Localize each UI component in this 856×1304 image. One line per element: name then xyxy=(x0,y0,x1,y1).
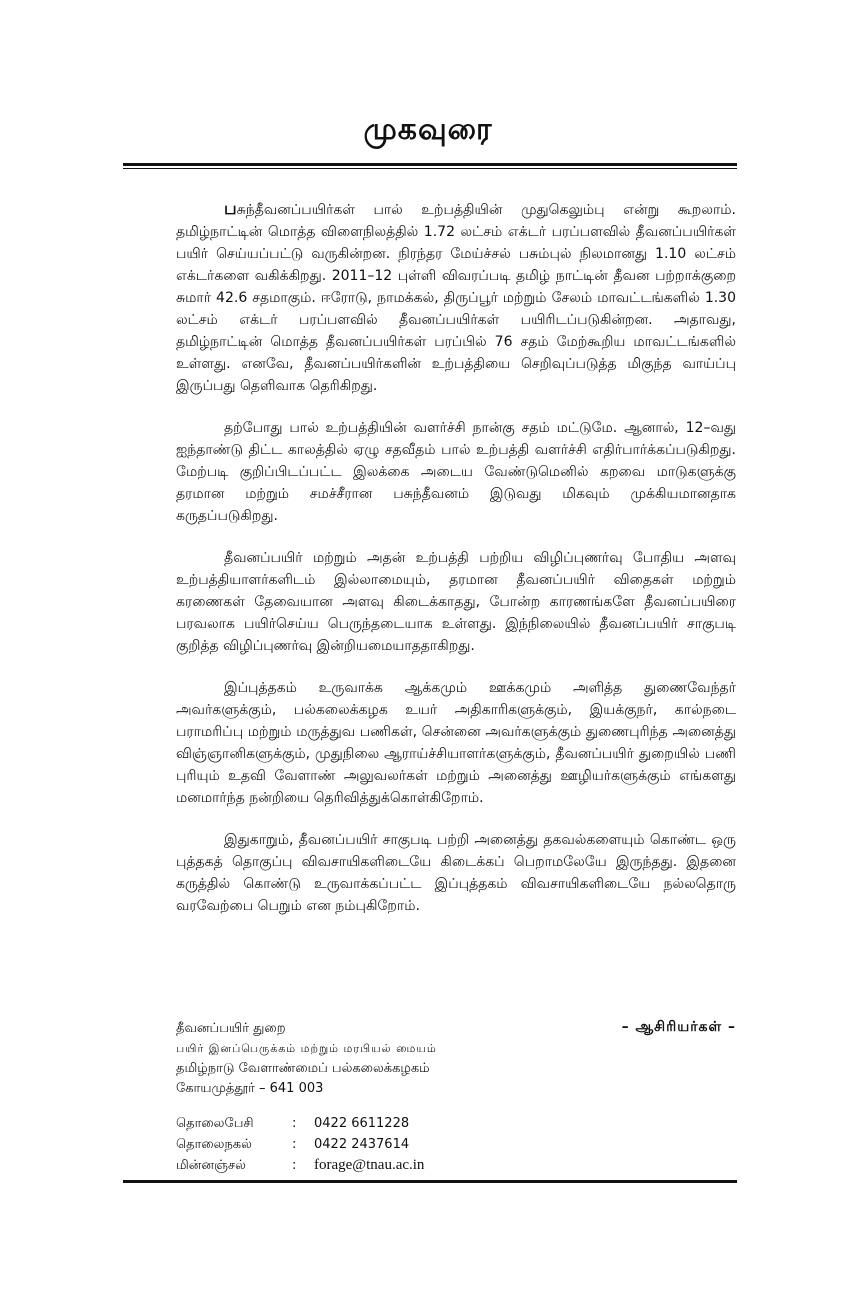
paragraph-5 xyxy=(176,829,736,917)
centre-name: பயிர் இனப்பெருக்கம் மற்றும் மரபியல் மையம் xyxy=(176,1042,437,1055)
city-pincode: கோயமுத்தூர் – 641 003 xyxy=(176,1081,324,1096)
email-label: மின்னஞ்சல் xyxy=(176,1158,246,1173)
email-separator: : xyxy=(292,1158,297,1173)
phone-number: 0422 6611228 xyxy=(314,1116,410,1131)
paragraph-2 xyxy=(176,417,736,527)
fax-row xyxy=(176,1134,424,1155)
email-row xyxy=(176,1155,424,1176)
department-name: தீவனப்பயிர் துறை xyxy=(176,1021,286,1036)
paragraph-4-text: இப்புத்தகம் உருவாக்க ஆக்கமும் ஊக்கமும் அளித்த துணைவேந்தர் அவர்களுக்கும், பல்கலைக்கழக உயர் அதிகாரிகளுக்கும், இயக்குநர், கால்நடை பராமரிப்பு மற்றும் மருத்துவ பணிகள், சென்னை அவர்களுக்கும் துணைபுரிந்த அனைத்து விஞ்ஞானிகளுக்கும், முதுநிலை ஆராய்ச்சியாளர்களுக்கும், தீவனப்பயிர் துறையில் பணி புரியும் உதவி வேளாண் அலுவலர்கள் மற்றும் அனைத்து ஊழியர்களுக்கும் எங்களது மனமார்ந்த நன்றியை தெரிவித்துக்கொள்கிறோம். xyxy=(176,680,736,806)
paragraph-5-text: இதுகாறும், தீவனப்பயிர் சாகுபடி பற்றி அனைத்து தகவல்களையும் கொண்ட ஒரு புத்தகத் தொகுப்பு விவசாயிகளிடையே கிடைக்கப் பெறாமலேயே இருந்தது. இதனை கருத்தில் கொண்டு உருவாக்கப்பட்ட இப்புத்தகம் விவசாயிகளிடையே நல்லதொரு வரவேற்பை பெறும் என நம்புகிறோம். xyxy=(176,832,736,914)
paragraph-3 xyxy=(176,547,736,657)
paragraph-2-text: தற்போது பால் உற்பத்தியின் வளர்ச்சி நான்கு சதம் மட்டுமே. ஆனால், 12–வது ஐந்தாண்டு திட்ட காலத்தில் ஏழு சதவீதம் பால் உற்பத்தி வளர்ச்சி எதிர்பார்க்கப்படுகிறது. மேற்படி குறிப்பிடப்பட்ட இலக்கை அடைய வேண்டுமெனில் கறவை மாடுகளுக்கு தரமான மற்றும் சமச்சீரான பசுந்தீவனம் இடுவது மிகவும் முக்கியமானதாக கருதப்படுகிறது. xyxy=(176,420,736,524)
page-title: முகவுரை xyxy=(363,112,493,147)
phone-row xyxy=(176,1113,424,1134)
paragraph-3-text: தீவனப்பயிர் மற்றும் அதன் உற்பத்தி பற்றிய விழிப்புணர்வு போதிய அளவு உற்பத்தியாளர்களிடம் இல்லாமையும், தரமான தீவனப்பயிர் விதைகள் மற்றும் கரணைகள் தேவையான அளவு கிடைக்காதது, போன்ற காரணங்களே தீவனப்பயிரை பரவலாக பயிர்செய்ய பெருந்தடையாக உள்ளது. இந்நிலையில் தீவனப்பயிர் சாகுபடி குறித்த விழிப்புணர்வு இன்றியமையாததாகிறது. xyxy=(176,550,736,654)
contact-details xyxy=(176,1113,424,1176)
university-name: தமிழ்நாடு வேளாண்மைப் பல்கலைக்கழகம் xyxy=(176,1061,430,1076)
preface-footer xyxy=(176,1019,736,1176)
bottom-rule xyxy=(123,1180,737,1183)
email-address: forage@tnau.ac.in xyxy=(314,1157,425,1173)
fax-number: 0422 2437614 xyxy=(314,1137,410,1152)
paragraph-4 xyxy=(176,677,736,809)
paragraph-1-initial: ப xyxy=(224,199,237,219)
authors-signature: – ஆசிரியர்கள் – xyxy=(621,1019,736,1035)
preface-body xyxy=(176,198,736,937)
fax-separator: : xyxy=(292,1137,297,1152)
fax-label: தொலைநகல் xyxy=(176,1137,252,1152)
paragraph-1 xyxy=(176,198,736,397)
phone-separator: : xyxy=(292,1116,297,1131)
title-rule-thin xyxy=(123,168,737,169)
title-rule-thick xyxy=(123,163,737,166)
paragraph-1-text: சுந்தீவனப்பயிர்கள் பால் உற்பத்தியின் முதுகெலும்பு என்று கூறலாம். தமிழ்நாட்டின் மொத்த விளைநிலத்தில் 1.72 லட்சம் எக்டர் பரப்பளவில் தீவனப்பயிர்கள் பயிர் செய்யப்பட்டு வருகின்றன. நிரந்தர மேய்ச்சல் பசும்புல் நிலமானது 1.10 லட்சம் எக்டர்களை வகிக்கிறது. 2011–12 புள்ளி விவரப்படி தமிழ் நாட்டின் தீவன பற்றாக்குறை சுமார் 42.6 சதமாகும். ஈரோடு, நாமக்கல், திருப்பூர் மற்றும் சேலம் மாவட்டங்களில் 1.30 லட்சம் எக்டர் பரப்பளவில் தீவனப்பயிர்கள் பயிரிடப்படுகின்றன. அதாவது, தமிழ்நாட்டின் மொத்த தீவனப்பயிர்கள் பரப்பில் 76 சதம் மேற்கூறிய மாவட்டங்களில் உள்ளது. எனவே, தீவனப்பயிர்களின் உற்பத்தியை செறிவுப்படுத்த மிகுந்த வாய்ப்பு இருப்பது தெளிவாக தெரிகிறது. xyxy=(176,202,736,394)
phone-label: தொலைபேசி xyxy=(176,1116,254,1131)
